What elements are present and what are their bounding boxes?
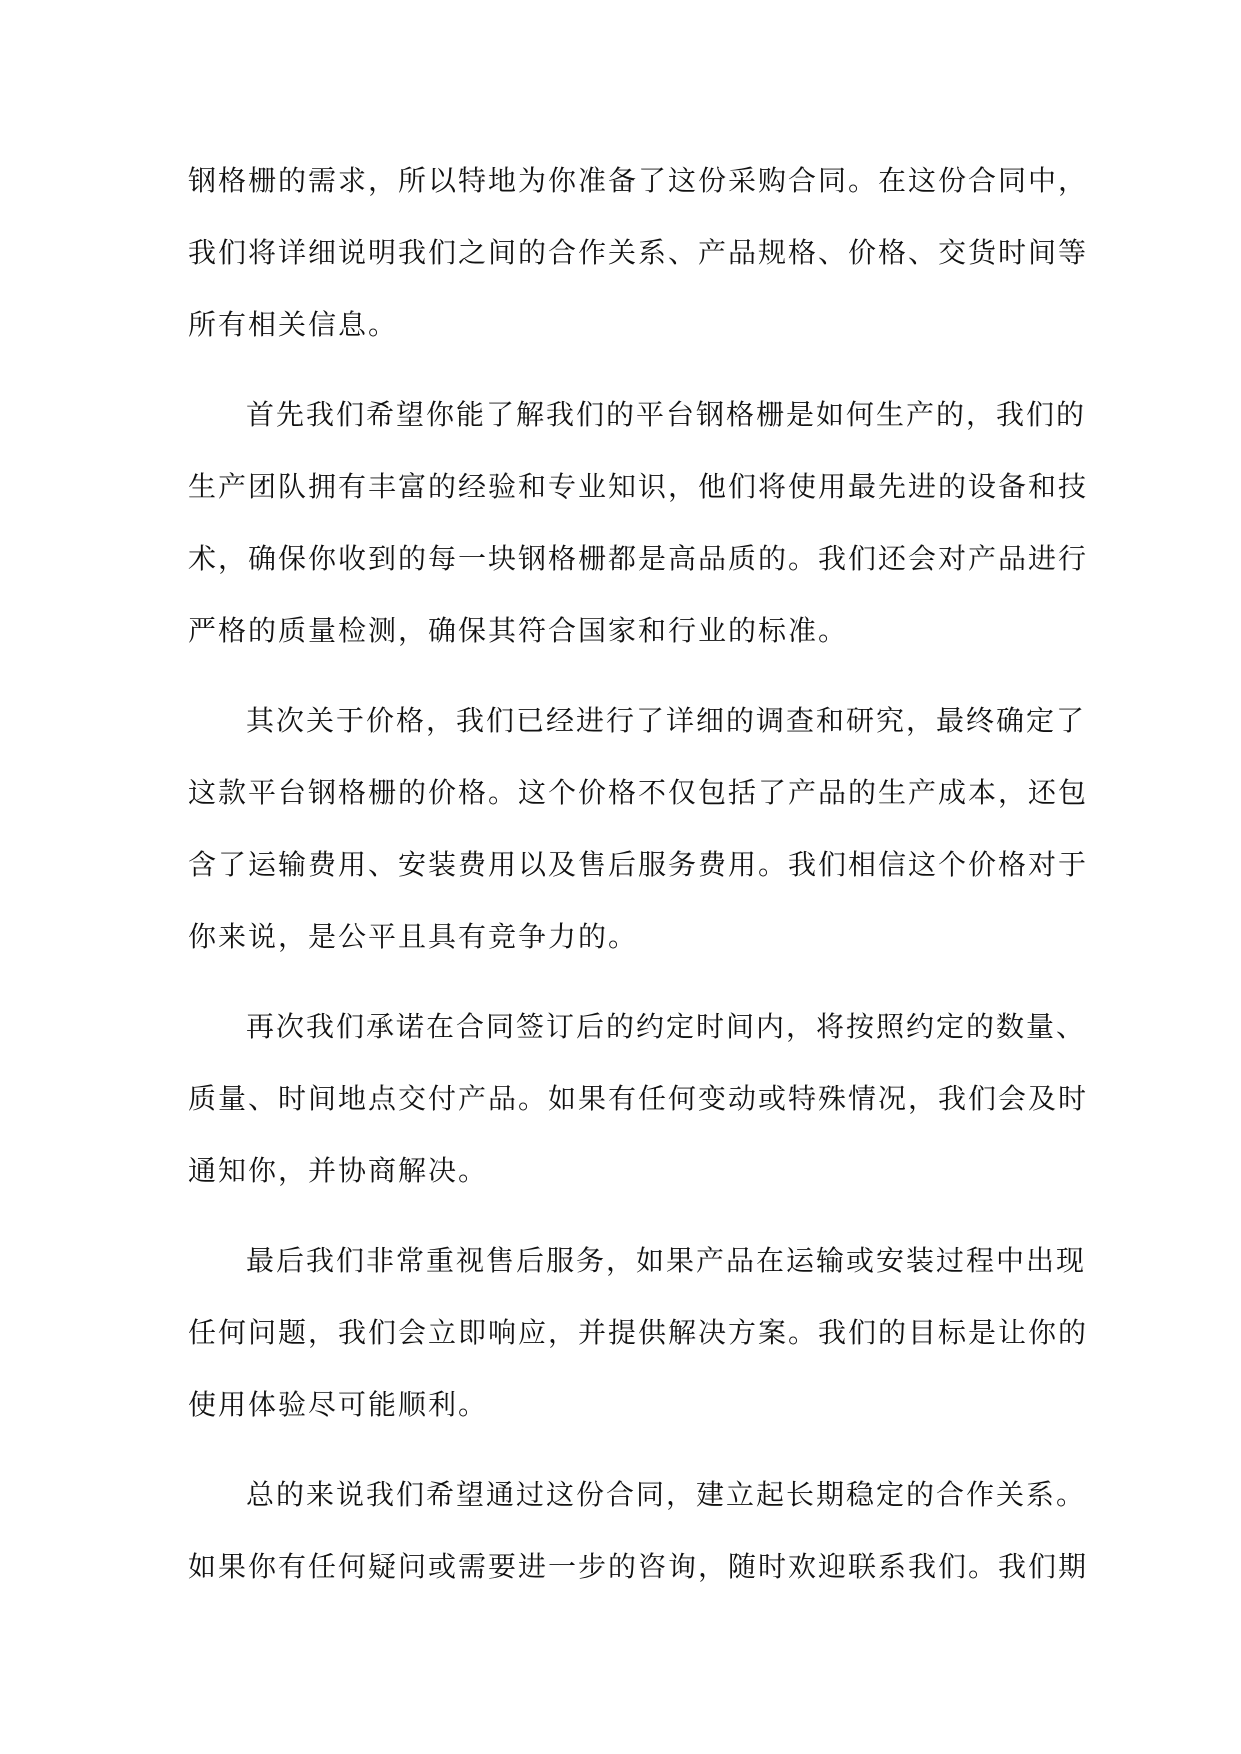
text-line: 严格的质量检测，确保其符合国家和行业的标准。 — [188, 614, 849, 647]
paragraph-gap — [188, 973, 1068, 991]
paragraph-gap — [188, 667, 1068, 685]
paragraph-gap — [188, 1207, 1068, 1225]
text-line: 其次关于价格，我们已经进行了详细的调查和研究，最终确定了 — [246, 704, 1087, 737]
text-line: 总的来说我们希望通过这份合同，建立起长期稳定的合作关系。 — [246, 1478, 1087, 1511]
document-body — [188, 145, 1089, 1603]
paragraph-5 — [188, 1225, 1089, 1441]
paragraph-4 — [188, 991, 1089, 1207]
text-line: 再次我们承诺在合同签订后的约定时间内，将按照约定的数量、 — [246, 1010, 1087, 1043]
text-line: 最后我们非常重视售后服务，如果产品在运输或安装过程中出现 — [246, 1244, 1087, 1277]
text-line: 首先我们希望你能了解我们的平台钢格栅是如何生产的，我们的 — [246, 398, 1087, 431]
text-line: 质量、时间地点交付产品。如果有任何变动或特殊情况，我们会及时 — [188, 1082, 1089, 1115]
text-line: 任何问题，我们会立即响应，并提供解决方案。我们的目标是让你的 — [188, 1316, 1089, 1349]
text-line: 术，确保你收到的每一块钢格栅都是高品质的。我们还会对产品进行 — [188, 542, 1089, 575]
text-line: 这款平台钢格栅的价格。这个价格不仅包括了产品的生产成本，还包 — [188, 776, 1089, 809]
text-line: 含了运输费用、安装费用以及售后服务费用。我们相信这个价格对于 — [188, 848, 1089, 881]
text-line: 所有相关信息。 — [188, 308, 399, 341]
paragraph-2 — [188, 379, 1089, 667]
text-line: 钢格栅的需求，所以特地为你准备了这份采购合同。在这份合同中， — [188, 164, 1089, 197]
text-line: 使用体验尽可能顺利。 — [188, 1388, 489, 1421]
text-line: 我们将详细说明我们之间的合作关系、产品规格、价格、交货时间等 — [188, 236, 1089, 269]
paragraph-3 — [188, 685, 1089, 973]
paragraph-1 — [188, 145, 1089, 361]
text-line: 你来说，是公平且具有竞争力的。 — [188, 920, 639, 953]
paragraph-gap — [188, 361, 1068, 379]
paragraph-gap — [188, 1441, 1068, 1459]
paragraph-6 — [188, 1459, 1089, 1603]
text-line: 通知你，并协商解决。 — [188, 1154, 489, 1187]
text-line: 如果你有任何疑问或需要进一步的咨询，随时欢迎联系我们。我们期 — [188, 1550, 1089, 1583]
text-line: 生产团队拥有丰富的经验和专业知识，他们将使用最先进的设备和技 — [188, 470, 1089, 503]
